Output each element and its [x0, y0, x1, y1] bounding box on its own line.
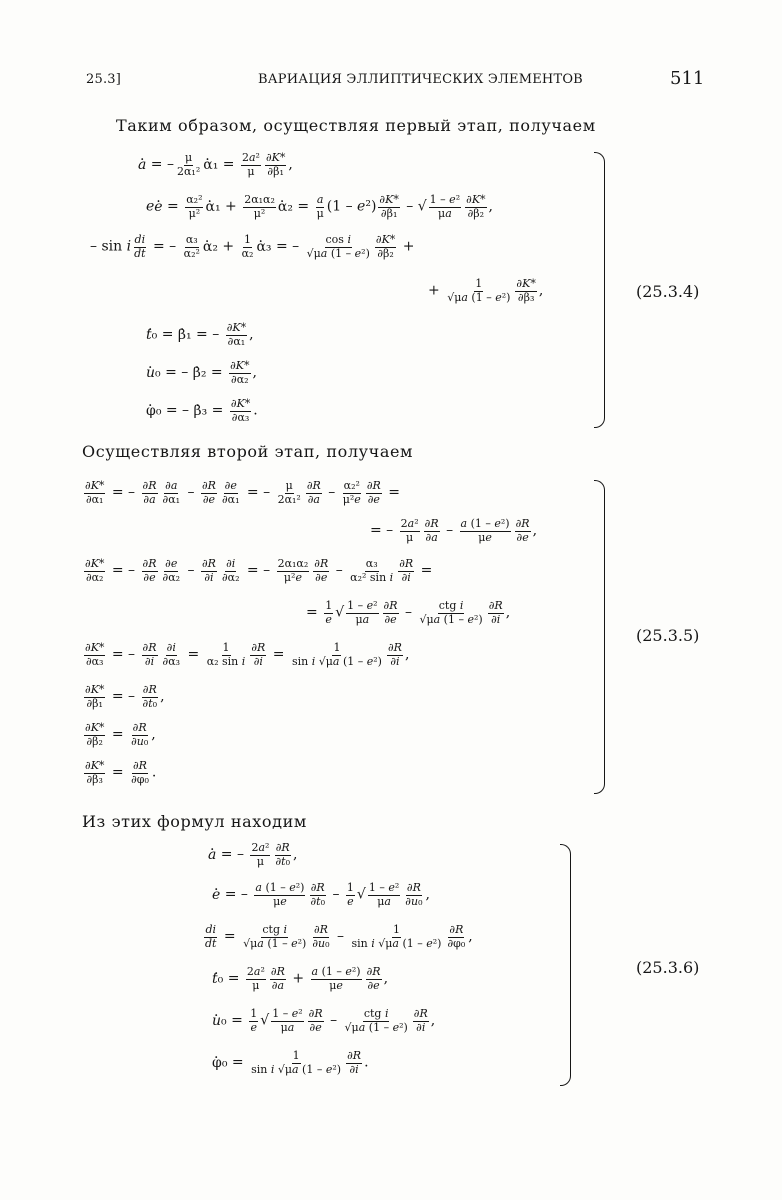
eq-line: – sin i $\frac{di}{dt}$ = – $\frac{\text{α₃}}{\text{α₂²}}$ . α₂ + $\frac{1}{\text{α₂}}$ . α₃ = – $\frac{\text{cos i}}{\text{√μa (1 – e²)}}$ $\frac{\partial K*}{\text{∂β₂}}$ +	[90, 234, 414, 259]
eq-line: $\frac{\partial K*}{\text{∂α₁}}$ = – $\frac{\partial R}{\partial a}$ $\frac{\partial a}{\text{∂α₁}}$ – $\frac{\partial R}{\partial e}$ $\frac{\partial e}{\text{∂α₁}}$ = – $\frac{\mu}{\text{2α₁²}}$ $\frac{\partial R}{\partial a}$ – $\frac{\text{α₂²}}{\text{μ²e}}$ $\frac{\partial R}{\partial e}$ =	[85, 479, 400, 506]
eq-line: $\frac{\partial K*}{\text{∂β₁}}$ = – $\frac{\partial R}{\text{∂t₀}}$ ,	[85, 683, 165, 710]
eq-line: . u₀ = – . β₂ = $\frac{\partial K*}{\text{∂α₂}}$ ,	[146, 360, 257, 385]
eq-line: . φ₀ = – . β₃ = $\frac{\partial K*}{\text{∂α₃}}$ .	[146, 398, 258, 423]
eq-line: . e = – $\frac{\text{a (1 – e²)}}{\mu e}$ $\frac{\partial R}{\text{∂t₀}}$ – $\frac{1}{e}$ √ $\frac{\text{1 – e²}}{\mu a}$ $\frac{\partial R}{\text{∂u₀}}$ ,	[212, 882, 430, 907]
section-number: 25.3]	[86, 72, 122, 87]
right-brace	[594, 152, 605, 428]
eq-line: = $\frac{1}{e}$ √ $\frac{\text{1 – e²}}{\mu a}$ $\frac{\partial R}{\partial e}$ – ctg i √μa (1 – e²) $\frac{\partial R}{\partial i}$ ,	[306, 599, 511, 626]
equation-number: (25.3.4)	[636, 282, 700, 301]
page-number: 511	[670, 68, 705, 89]
eq-line: $\frac{di}{dt}$ = ctg i √μa (1 – e²) $\frac{\partial R}{\text{∂u₀}}$ – $\frac{1}{\text{sin i √μa (1 – e²)}}$ $\frac{\partial R}{\text{∂φ₀}}$ ,	[205, 923, 473, 950]
eq-line: $\frac{\partial K*}{\text{∂α₂}}$ = – $\frac{\partial R}{\partial e}$ $\frac{\partial e}{\text{∂α₂}}$ – $\frac{\partial R}{\partial i}$ $\frac{\partial i}{\text{∂α₂}}$ = – $\frac{\text{2α₁α₂}}{\text{μ²e}}$ $\frac{\partial R}{\partial e}$ – $\frac{\text{α₃}}{\text{α₂² sin i}}$ $\frac{\partial R}{\partial i}$ =	[85, 557, 433, 584]
paragraph-first-stage: Таким образом, осуществляя первый этап, получаем	[116, 116, 596, 135]
right-brace	[594, 480, 605, 794]
paragraph-from-formulas: Из этих формул находим	[82, 812, 307, 831]
eq-line: = – $\frac{\text{2a²}}{\mu}$ $\frac{\partial R}{\partial a}$ – $\frac{\text{a (1 – e²)}}{\mu e}$ $\frac{\partial R}{\partial e}$ ,	[370, 517, 538, 544]
equation-number: (25.3.5)	[636, 626, 700, 645]
eq-line: $\frac{\partial K*}{\text{∂β₂}}$ = $\frac{\partial R}{\text{∂u₀}}$ ,	[85, 721, 156, 748]
eq-line: $\frac{\partial K*}{\text{∂β₃}}$ = $\frac{\partial R}{\text{∂φ₀}}$ .	[85, 759, 157, 786]
paragraph-second-stage: Осуществляя второй этап, получаем	[82, 442, 414, 461]
eq-line: e. e = $\frac{\text{α₂²}}{\text{μ²}}$ . α₁ + $\frac{\text{2α₁α₂}}{\text{μ²}}$ . α₂ = $\frac{a}{\mu}$ (1 – e²) $\frac{\partial K*}{\text{∂β₁}}$ – √ $\frac{\text{1 – e²}}{\mu a}$ $\frac{\partial K*}{\text{∂β₂}}$ ,	[146, 194, 493, 219]
eq-line: . a = – $\frac{\mu}{\text{2α₁²}}$ . α₁ = $\frac{\text{2a²}}{\mu}$ $\frac{\partial K*}{\text{∂β₁}}$ ,	[138, 152, 293, 177]
eq-line: + $\frac{1}{\text{√μa (1 – e²)}}$ $\frac{\partial K*}{\text{∂β₃}}$ ,	[428, 277, 544, 304]
eq-line: . a = – $\frac{\text{2a²}}{\mu}$ $\frac{\partial R}{\text{∂t₀}}$ ,	[208, 842, 297, 867]
equation-number: (25.3.6)	[636, 958, 700, 977]
eq-line: . t₀ = . β₁ = – $\frac{\partial K*}{\text{∂α₁}}$ ,	[146, 322, 254, 347]
eq-line: $\frac{\partial K*}{\text{∂α₃}}$ = – $\frac{\partial R}{\partial i}$ $\frac{\partial i}{\text{∂α₃}}$ = $\frac{1}{\text{α₂ sin i}}$ $\frac{\partial R}{\partial i}$ = $\frac{1}{\text{sin i √μa (1 – e²)}}$ $\frac{\partial R}{\partial i}$ ,	[85, 641, 410, 668]
eq-line: . u₀ = $\frac{1}{e}$ √ $\frac{\text{1 – e²}}{\mu a}$ $\frac{\partial R}{\partial e}$ – ctg i √μa (1 – e²) $\frac{\partial R}{\partial i}$ ,	[212, 1008, 435, 1033]
eq-line: . φ₀ = $\frac{1}{\text{sin i √μa (1 – e²)}}$ $\frac{\partial R}{\partial i}$ .	[212, 1050, 369, 1075]
right-brace	[560, 844, 571, 1086]
eq-line: . t₀ = $\frac{\text{2a²}}{\mu}$ $\frac{\partial R}{\partial a}$ + $\frac{\text{a (1 – e²)}}{\mu e}$ $\frac{\partial R}{\partial e}$ ,	[212, 966, 388, 991]
running-title: ВАРИАЦИЯ ЭЛЛИПТИЧЕСКИХ ЭЛЕМЕНТОВ	[258, 72, 583, 87]
